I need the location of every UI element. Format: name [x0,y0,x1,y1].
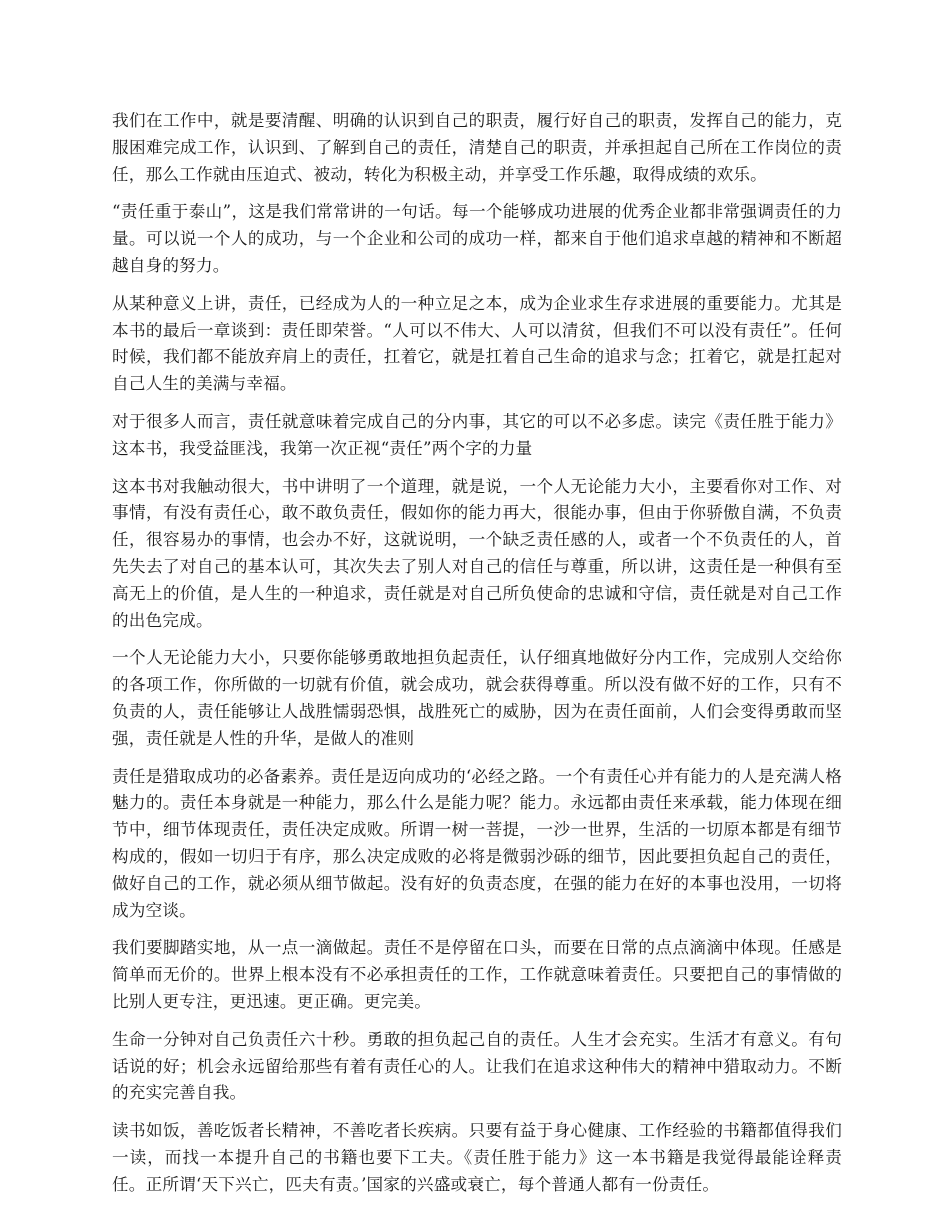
paragraph-8: 我们要脚踏实地，从一点一滴做起。责任不是停留在口头，而要在日常的点点滴滴中体现。任感是简单而无价的。世界上根本没有不必承担责任的工作，工作就意味着责任。只要把自己的事情做的比别人更专注，更迅速。更正确。更完美。 [112,938,842,1011]
paragraph-7: 责任是猎取成功的必备素养。责任是迈向成功的‘必经之路。一个有责任心并有能力的人是充满人格魅力的。责任本身就是一种能力，那么什么是能力呢？能力。永远都由责任来承载，能力体现在细节中，细节体现责任，责任决定成败。所谓一树一菩提，一沙一世界，生活的一切原本都是有细节构成的，假如一切归于有序，那么决定成败的必将是微弱沙砾的细节，因此要担负起自己的责任，做好自己的工作，就必须从细节做起。没有好的负责态度，在强的能力在好的本事也没用，一切将成为空谈。 [112,766,842,920]
paragraph-5: 这本书对我触动很大，书中讲明了一个道理，就是说，一个人无论能力大小，主要看你对工作、对事情，有没有责任心，敢不敢负责任，假如你的能力再大，很能办事，但由于你骄傲自满，不负责任，很容易办的事情，也会办不好，这就说明，一个缺乏责任感的人，或者一个不负责任的人，首先失去了对自己的基本认可，其次失去了别人对自己的信任与尊重，所以讲，这责任是一种俱有至高无上的价值，是人生的一种追求，责任就是对自己所负使命的忠诚和守信，责任就是对自己工作的出色完成。 [112,476,842,630]
paragraph-4: 对于很多人而言，责任就意味着完成自己的分内事，其它的可以不必多虑。读完《责任胜于能力》这本书，我受益匪浅，我第一次正视“责任”两个字的力量 [112,411,842,458]
document-body [112,108,842,1209]
paragraph-9: 生命一分钟对自己负责任六十秒。勇敢的担负起己自的责任。人生才会充实。生活才有意义。有句话说的好；机会永远留给那些有着有责任心的人。让我们在追求这种伟大的精神中猎取动力。不断的充实完善自我。 [112,1029,842,1103]
paragraph-2: “责任重于泰山”，这是我们常常讲的一句话。每一个能够成功进展的优秀企业都非常强调责任的力量。可以说一个人的成功，与一个企业和公司的成功一样，都来自于他们追求卓越的精神和不断超越自身的努力。 [112,202,842,275]
paragraph-6: 一个人无论能力大小，只要你能够勇敢地担负起责任，认仔细真地做好分内工作，完成别人交给你的各项工作，你所做的一切就有价值，就会成功，就会获得尊重。所以没有做不好的工作，只有不负责的人，责任能够让人战胜懦弱恐惧，战胜死亡的威胁，因为在责任面前，人们会变得勇敢而坚强，责任就是人性的升华，是做人的准则 [112,648,842,748]
paragraph-10: 读书如饭，善吃饭者长精神，不善吃者长疾病。只要有益于身心健康、工作经验的书籍都值得我们一读，而找一本提升自己的书籍也要下工夫。《责任胜于能力》这一本书籍是我觉得最能诠释责任。正所谓‘天下兴亡，匹夫有责。’国家的兴盛或衰亡，每个普通人都有一份责任。 [112,1121,842,1194]
paragraph-3: 从某种意义上讲，责任，已经成为人的一种立足之本，成为企业求生存求进展的重要能力。尤其是本书的最后一章谈到：责任即荣誉。“人可以不伟大、人可以清贫，但我们不可以没有责任”。任何时候，我们都不能放弃肩上的责任，扛着它，就是扛着自己生命的追求与念；扛着它，就是扛起对自己人生的美满与幸福。 [112,293,842,394]
paragraph-1: 我们在工作中，就是要清醒、明确的认识到自己的职责，履行好自己的职责，发挥自己的能力，克服困难完成工作，认识到、了解到自己的责任，清楚自己的职责，并承担起自己所在工作岗位的责任，那么工作就由压迫式、被动，转化为积极主动，并享受工作乐趣，取得成绩的欢乐。 [112,111,842,184]
